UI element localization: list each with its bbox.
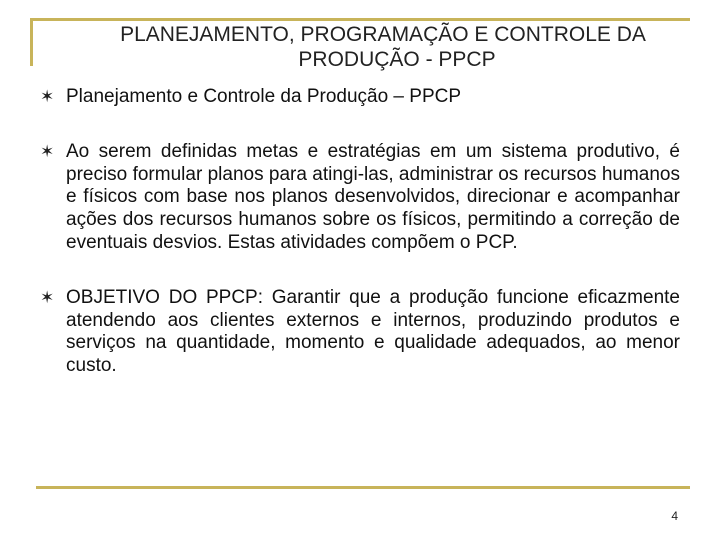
page-number: 4 bbox=[671, 509, 678, 523]
title-line-1: PLANEJAMENTO, PROGRAMAÇÃO E CONTROLE DA bbox=[120, 23, 646, 46]
footer-divider bbox=[36, 486, 690, 489]
bullet-text: OBJETIVO DO PPCP: Garantir que a produção funcione eficazmente atendendo aos clientes externos e internos, produzindo produtos e serviços na quantidade, momento e qualidade adequados, ao menor custo. bbox=[66, 286, 680, 377]
bullet-item bbox=[40, 287, 680, 378]
bullet-list bbox=[40, 86, 680, 378]
slide-title bbox=[58, 22, 708, 72]
star-bullet-icon: ✶ bbox=[40, 141, 55, 161]
title-line-2: PRODUÇÃO - PPCP bbox=[298, 48, 496, 71]
star-bullet-icon: ✶ bbox=[40, 87, 55, 106]
bullet-text: Planejamento e Controle da Produção – PPCP bbox=[66, 86, 462, 107]
bullet-text: Ao serem definidas metas e estratégias em um sistema produtivo, é preciso formular planos para atingi-las, administrar os recursos humanos e físicos com base nos planos desenvolvidos, direcionar e acompanhar ações dos recursos humanos sobre os físicos, permitindo a correção de eventuais desvios. Estas atividades compõem o PCP. bbox=[66, 140, 680, 253]
frame-top-border bbox=[30, 18, 690, 21]
frame-left-border bbox=[30, 18, 33, 66]
bullet-item bbox=[40, 141, 680, 255]
bullet-item bbox=[40, 86, 680, 109]
star-bullet-icon: ✶ bbox=[40, 287, 55, 307]
